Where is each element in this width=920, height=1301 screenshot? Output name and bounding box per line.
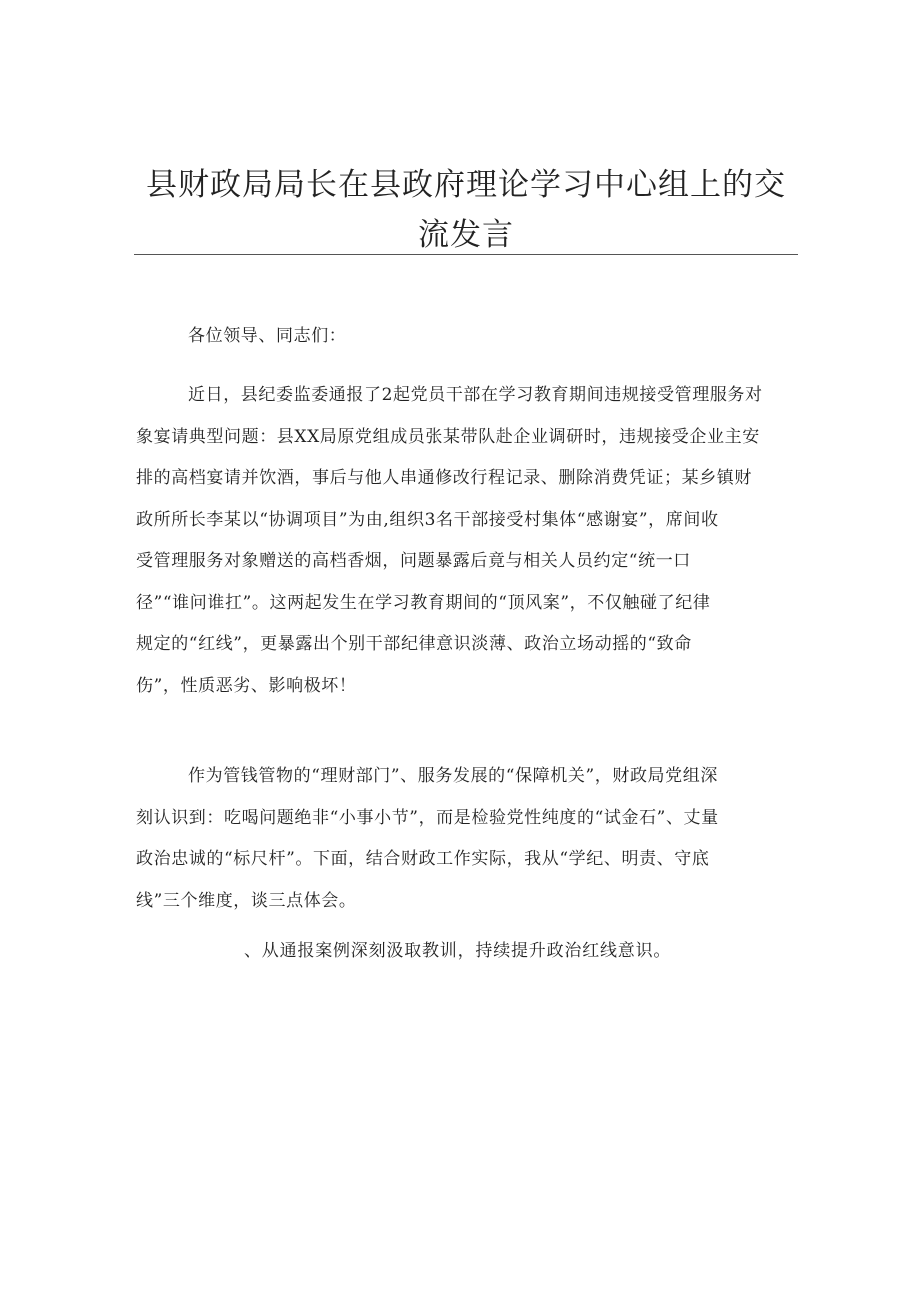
paragraph-line: 线”三个维度，谈三点体会。 xyxy=(136,890,357,911)
paragraph-2 xyxy=(136,756,796,922)
paragraph-line: 政治忠诚的“标尺杆”。下面，结合财政工作实际，我从“学纪、明责、守底 xyxy=(136,849,710,869)
greeting: 各位领导、同志们： xyxy=(188,326,347,346)
document-title xyxy=(134,160,798,260)
paragraph-line: 政所所长李某以“协调项目”为由,组织3名干部接受村集体“感谢宴”，席间收 xyxy=(136,509,719,530)
paragraph-line: 作为管钱管物的“理财部门”、服务发展的“保障机关”，财政局党组深 xyxy=(188,766,718,786)
paragraph-1 xyxy=(136,375,796,707)
paragraph-line: 规定的“红线”，更暴露出个别干部纪律意识淡薄、政治立场动摇的“致命 xyxy=(136,634,692,654)
section-heading: 、从通报案例深刻汲取教训，持续提升政治红线意识。 xyxy=(244,941,672,961)
paragraph-line: 伤”，性质恶劣、影响极坏！ xyxy=(136,675,357,696)
title-line-1: 县财政局局长在县政府理论学习中心组上的交 xyxy=(146,167,786,203)
title-divider xyxy=(134,254,798,255)
paragraph-line: 象宴请典型问题：县XX局原党组成员张某带队赴企业调研时，违规接受企业主安 xyxy=(136,426,760,447)
title-line-2: 流发言 xyxy=(418,217,514,253)
paragraph-line: 径”“谁问谁扛”。这两起发生在学习教育期间的“顶风案”，不仅触碰了纪律 xyxy=(136,592,711,613)
paragraph-line: 排的高档宴请并饮酒，事后与他人串通修改行程记录、删除消费凭证；某乡镇财 xyxy=(136,468,752,488)
paragraph-line: 刻认识到：吃喝问题绝非“小事小节”，而是检验党性纯度的“试金石”、丈量 xyxy=(136,807,719,828)
paragraph-line: 受管理服务对象赠送的高档香烟，问题暴露后竟与相关人员约定“统一口 xyxy=(136,551,691,571)
paragraph-line: 近日，县纪委监委通报了2起党员干部在学习教育期间违规接受管理服务对 xyxy=(188,385,763,405)
